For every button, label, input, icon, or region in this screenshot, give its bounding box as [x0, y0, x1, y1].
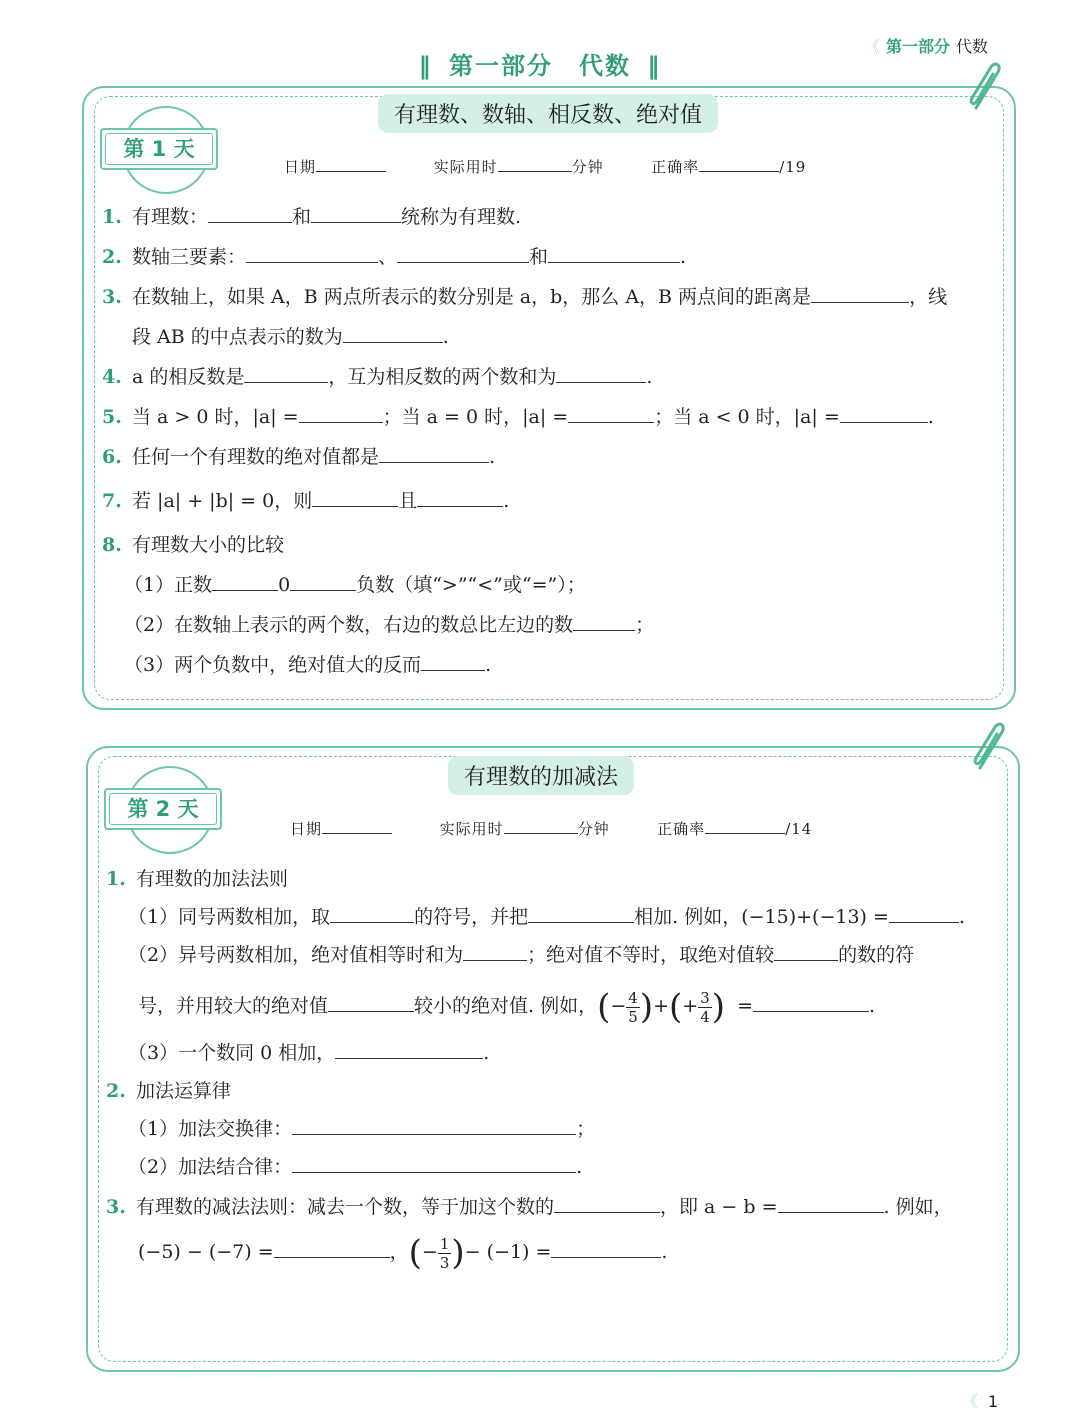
day2-q1-3: [128, 1040, 489, 1066]
answer-blank[interactable]: [212, 589, 278, 591]
answer-blank[interactable]: [840, 421, 928, 423]
q-text: ；绝对值不等时，取绝对值较: [527, 944, 775, 966]
day2-badge: [104, 766, 234, 866]
answer-blank[interactable]: [417, 505, 503, 507]
q-text: ，即 a − b =: [660, 1196, 778, 1218]
close-paren: ): [451, 1233, 465, 1273]
frac-denominator: 5: [628, 1007, 638, 1026]
q-text: 有理数：: [132, 206, 209, 228]
section-bar-left: ‖: [418, 52, 433, 80]
day1-q2: [102, 244, 686, 270]
q-text: ；当 a = 0 时，|a| =: [382, 406, 569, 428]
q-number: 3.: [102, 286, 122, 308]
day1-q6: [102, 444, 495, 470]
q-text: 有理数的减法法则：减去一个数，等于加这个数的: [136, 1196, 555, 1218]
q-text: 较小的绝对值. 例如，: [414, 995, 598, 1017]
q-text: （2）异号两数相加，绝对值相等时和为: [128, 944, 464, 966]
q-text: 相加. 例如，(−15)+(−13) =: [634, 906, 889, 928]
time-label: 实际用时: [439, 820, 504, 838]
q-number: 7.: [102, 490, 122, 512]
section-title: [0, 46, 1080, 81]
q-text: − (−1) =: [464, 1241, 552, 1263]
frac-sign: −: [610, 995, 627, 1017]
q-number: 5.: [102, 406, 122, 428]
day1-q8-3: [124, 652, 491, 678]
q-text: .: [503, 490, 510, 512]
answer-blank[interactable]: [753, 1010, 869, 1012]
answer-blank[interactable]: [246, 261, 378, 263]
day2-q1-2: [128, 942, 914, 968]
paperclip-icon: [962, 58, 1010, 114]
answer-blank[interactable]: [292, 1133, 576, 1135]
q-text: 加法运算律: [136, 1080, 232, 1102]
q-text: . 例如，: [883, 1196, 953, 1218]
q-text: 负数（填“>”“<”或“=”）；: [356, 574, 586, 596]
section-bar-right: ‖: [647, 52, 662, 80]
close-paren: ): [711, 987, 726, 1027]
date-blank[interactable]: [322, 832, 392, 834]
q-text: 、: [378, 246, 398, 268]
day1-card-dashed-border: [94, 96, 1004, 700]
answer-blank[interactable]: [889, 921, 959, 923]
answer-blank[interactable]: [299, 421, 383, 423]
q-text: .: [483, 1042, 490, 1064]
day1-meta: [284, 156, 806, 177]
q-text: 有理数大小的比较: [132, 534, 285, 556]
time-blank[interactable]: [498, 170, 572, 172]
time-unit: 分钟: [577, 820, 610, 838]
open-paren: (: [408, 1233, 422, 1273]
answer-blank[interactable]: [290, 589, 356, 591]
q-text: （1）加法交换律：: [128, 1118, 293, 1140]
answer-blank[interactable]: [463, 959, 527, 961]
q-text: ；当 a < 0 时，|a| =: [654, 406, 840, 428]
section-title-text: 第一部分 代数: [449, 52, 631, 80]
q-text: 有理数的加法法则: [136, 868, 289, 890]
time-unit: 分钟: [571, 158, 604, 176]
answer-blank[interactable]: [554, 1211, 660, 1213]
q-text: 段 AB 的中点表示的数为: [132, 326, 343, 348]
q-text: 号，并用较大的绝对值: [138, 995, 329, 1017]
fraction: [438, 1235, 452, 1272]
day1-q3-cont: [132, 324, 449, 350]
answer-blank[interactable]: [568, 421, 654, 423]
day2-q1-2-cont: [138, 982, 875, 1031]
paperclip-icon: [966, 718, 1014, 774]
q-text: .: [576, 1156, 583, 1178]
day1-q5: [102, 404, 934, 430]
equals-sign: =: [737, 995, 754, 1017]
double-chevron-icon: 《: [961, 1392, 978, 1411]
page-number-value: 1: [987, 1392, 998, 1411]
q-text: (−5) − (−7) =: [138, 1241, 274, 1263]
accuracy-label: 正确率: [657, 820, 706, 838]
date-label: 日期: [284, 158, 317, 176]
day1-q3: [102, 284, 947, 310]
answer-blank[interactable]: [778, 1211, 884, 1213]
frac-sign: +: [682, 995, 699, 1017]
answer-blank[interactable]: [551, 1256, 661, 1258]
fraction: [698, 989, 712, 1026]
day2-q3-cont: [138, 1228, 667, 1277]
q-text: ；: [635, 614, 655, 636]
q-text: ，: [389, 1241, 409, 1263]
q-text: ，互为相反数的两个数和为: [328, 366, 557, 388]
day1-q1: [102, 204, 521, 230]
q-text: a 的相反数是: [132, 366, 245, 388]
close-paren: ): [639, 987, 654, 1027]
q-number: 1.: [102, 206, 122, 228]
answer-blank[interactable]: [274, 1256, 390, 1258]
q-text: .: [485, 654, 492, 676]
day1-q8: [102, 532, 284, 558]
running-header-subject: 代数: [955, 37, 988, 56]
q-text: 任何一个有理数的绝对值都是: [132, 446, 380, 468]
q-text: （2）在数轴上表示的两个数，右边的数总比左边的数: [124, 614, 574, 636]
answer-blank[interactable]: [312, 505, 398, 507]
plus-sign: +: [653, 995, 670, 1017]
q-text: .: [442, 326, 449, 348]
accuracy-blank[interactable]: [699, 170, 779, 172]
answer-blank[interactable]: [811, 301, 909, 303]
day2-q2-1: [128, 1116, 595, 1142]
q-text: 和: [292, 206, 312, 228]
answer-blank[interactable]: [330, 921, 414, 923]
day2-q1: [106, 866, 288, 892]
answer-blank[interactable]: [343, 341, 443, 343]
q-text: 数轴三要素：: [132, 246, 247, 268]
q-text: 和: [529, 246, 549, 268]
q-number: 3.: [106, 1196, 126, 1218]
double-chevron-icon: 《: [863, 37, 880, 56]
q-text: .: [489, 446, 496, 468]
q-text: 若 |a| + |b| = 0，则: [132, 490, 313, 512]
frac-denominator: 4: [700, 1007, 710, 1026]
q-text: （3）两个负数中，绝对值大的反而: [124, 654, 422, 676]
q-text: ，线: [909, 286, 948, 308]
date-label: 日期: [290, 820, 323, 838]
day1-q8-1: [124, 572, 586, 598]
day1-q4: [102, 364, 652, 390]
frac-sign: −: [421, 1241, 438, 1263]
day1-badge: [100, 106, 230, 206]
q-number: 2.: [102, 246, 122, 268]
q-text: .: [869, 995, 876, 1017]
open-paren: (: [669, 987, 683, 1027]
q-text: 统称为有理数.: [401, 206, 522, 228]
answer-blank[interactable]: [379, 461, 489, 463]
q-number: 2.: [106, 1080, 126, 1102]
day2-badge-plate: [104, 788, 222, 830]
q-number: 4.: [102, 366, 122, 388]
answer-blank[interactable]: [292, 1171, 576, 1173]
frac-denominator: 3: [439, 1253, 450, 1272]
answer-blank[interactable]: [774, 959, 838, 961]
day2-title: 有理数的加减法: [448, 756, 634, 795]
answer-blank[interactable]: [397, 261, 529, 263]
day1-title: 有理数、数轴、相反数、绝对值: [378, 94, 718, 133]
running-header-part: 第一部分: [885, 37, 950, 56]
q-text: 在数轴上，如果 A，B 两点所表示的数分别是 a，b，那么 A，B 两点间的距离是: [132, 286, 812, 308]
time-blank[interactable]: [504, 832, 578, 834]
q-text: 的数的符: [838, 944, 915, 966]
day2-q1-1: [128, 904, 965, 930]
q-text: .: [680, 246, 687, 268]
answer-blank[interactable]: [335, 1057, 483, 1059]
q-text: 0: [278, 574, 291, 596]
accuracy-label: 正确率: [651, 158, 700, 176]
answer-blank[interactable]: [548, 261, 680, 263]
page-number: [962, 1389, 998, 1412]
day2-q2-2: [128, 1154, 582, 1180]
day2-meta: [290, 818, 812, 839]
frac-numerator: 4: [628, 988, 638, 1007]
accuracy-blank[interactable]: [705, 832, 785, 834]
answer-blank[interactable]: [573, 629, 635, 631]
day1-q8-2: [124, 612, 654, 638]
fraction: [626, 989, 640, 1026]
answer-blank[interactable]: [208, 221, 292, 223]
frac-numerator: 1: [439, 1234, 450, 1253]
accuracy-total: /19: [779, 158, 807, 176]
q-text: .: [646, 366, 653, 388]
q-text: （1）正数: [124, 574, 213, 596]
q-text: （3）一个数同 0 相加，: [128, 1042, 336, 1064]
q-number: 6.: [102, 446, 122, 468]
q-text: （2）加法结合律：: [128, 1156, 293, 1178]
q-text: .: [958, 906, 965, 928]
q-text: （1）同号两数相加，取: [128, 906, 331, 928]
q-text: 且: [398, 490, 418, 512]
day1-q7: [102, 488, 509, 514]
day1-badge-plate: [100, 128, 218, 170]
q-text: .: [927, 406, 934, 428]
q-text: .: [661, 1241, 668, 1263]
answer-blank[interactable]: [556, 381, 646, 383]
day1-badge-label: 第 1 天: [105, 133, 213, 165]
frac-numerator: 3: [700, 988, 710, 1007]
q-text: 的符号，并把: [414, 906, 529, 928]
answer-blank[interactable]: [311, 221, 401, 223]
accuracy-total: /14: [785, 820, 813, 838]
q-number: 1.: [106, 868, 126, 890]
answer-blank[interactable]: [244, 381, 328, 383]
answer-blank[interactable]: [421, 669, 485, 671]
open-paren: (: [597, 987, 611, 1027]
q-number: 8.: [102, 534, 122, 556]
day2-badge-label: 第 2 天: [109, 793, 217, 825]
q-text: ；: [576, 1118, 596, 1140]
answer-blank[interactable]: [528, 921, 634, 923]
q-text: 当 a > 0 时，|a| =: [132, 406, 299, 428]
time-label: 实际用时: [433, 158, 498, 176]
day2-q3: [106, 1194, 953, 1220]
date-blank[interactable]: [316, 170, 386, 172]
answer-blank[interactable]: [328, 1010, 414, 1012]
day2-q2: [106, 1078, 231, 1104]
